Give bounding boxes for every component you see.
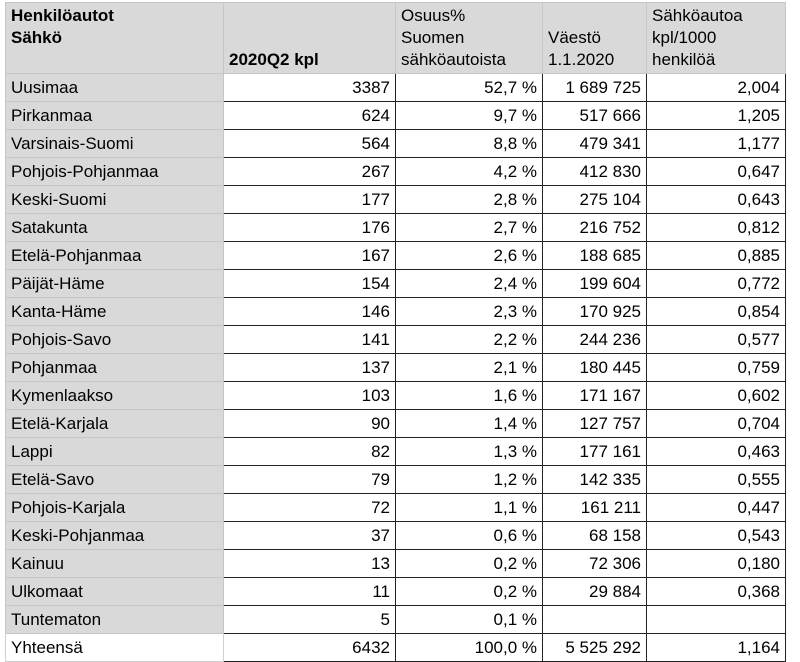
per1000-cell[interactable]: 0,463 — [647, 438, 786, 466]
population-cell[interactable]: 170 925 — [543, 298, 647, 326]
header-count-label: 2020Q2 kpl — [229, 50, 319, 69]
region-cell[interactable]: Pohjois-Savo — [6, 326, 224, 354]
count-cell[interactable]: 103 — [224, 382, 396, 410]
region-cell[interactable]: Keski-Pohjanmaa — [6, 522, 224, 550]
region-cell[interactable]: Ulkomaat — [6, 578, 224, 606]
per1000-cell[interactable] — [647, 606, 786, 634]
population-cell[interactable]: 412 830 — [543, 158, 647, 186]
header-cell-vehicle-type[interactable] — [6, 3, 224, 74]
count-cell[interactable]: 90 — [224, 410, 396, 438]
per1000-cell[interactable]: 0,447 — [647, 494, 786, 522]
region-cell[interactable]: Päijät-Häme — [6, 270, 224, 298]
share-cell[interactable]: 2,2 % — [396, 326, 543, 354]
region-cell[interactable]: Varsinais-Suomi — [6, 130, 224, 158]
share-cell[interactable]: 1,2 % — [396, 466, 543, 494]
table-row — [6, 606, 786, 634]
ev-registration-table — [5, 2, 786, 662]
total-per1000-cell[interactable]: 1,164 — [647, 634, 786, 662]
population-cell[interactable]: 188 685 — [543, 242, 647, 270]
count-cell[interactable]: 146 — [224, 298, 396, 326]
population-cell[interactable]: 29 884 — [543, 578, 647, 606]
total-label-cell[interactable]: Yhteensä — [6, 634, 224, 662]
count-cell[interactable]: 167 — [224, 242, 396, 270]
total-count-cell[interactable]: 6432 — [224, 634, 396, 662]
header-per1000-line3: henkilöä — [652, 50, 716, 69]
table-row — [6, 74, 786, 102]
region-cell[interactable]: Uusimaa — [6, 74, 224, 102]
table-row — [6, 102, 786, 130]
count-cell[interactable]: 37 — [224, 522, 396, 550]
population-cell[interactable]: 180 445 — [543, 354, 647, 382]
count-cell[interactable]: 177 — [224, 186, 396, 214]
header-subtitle: Sähkö — [11, 28, 63, 47]
header-cell-share[interactable] — [396, 3, 543, 74]
table-row — [6, 326, 786, 354]
share-cell[interactable]: 2,7 % — [396, 214, 543, 242]
total-share-cell[interactable]: 100,0 % — [396, 634, 543, 662]
share-cell[interactable]: 1,6 % — [396, 382, 543, 410]
per1000-cell[interactable]: 0,368 — [647, 578, 786, 606]
region-cell[interactable]: Pirkanmaa — [6, 102, 224, 130]
header-per1000-line2: kpl/1000 — [652, 28, 717, 47]
table-row — [6, 186, 786, 214]
per1000-cell[interactable]: 0,854 — [647, 298, 786, 326]
per1000-cell[interactable]: 0,543 — [647, 522, 786, 550]
table-row — [6, 270, 786, 298]
share-cell[interactable]: 2,8 % — [396, 186, 543, 214]
count-cell[interactable]: 79 — [224, 466, 396, 494]
share-cell[interactable]: 8,8 % — [396, 130, 543, 158]
header-per1000-line1: Sähköautoa — [652, 6, 743, 25]
population-cell[interactable]: 517 666 — [543, 102, 647, 130]
share-cell[interactable]: 4,2 % — [396, 158, 543, 186]
table-row — [6, 242, 786, 270]
region-cell[interactable]: Etelä-Pohjanmaa — [6, 242, 224, 270]
count-cell[interactable]: 176 — [224, 214, 396, 242]
per1000-cell[interactable]: 0,577 — [647, 326, 786, 354]
count-cell[interactable]: 3387 — [224, 74, 396, 102]
count-cell[interactable]: 137 — [224, 354, 396, 382]
table-row — [6, 466, 786, 494]
count-cell[interactable]: 564 — [224, 130, 396, 158]
header-cell-count[interactable] — [224, 3, 396, 74]
per1000-cell[interactable]: 1,177 — [647, 130, 786, 158]
share-cell[interactable]: 9,7 % — [396, 102, 543, 130]
share-cell[interactable]: 2,3 % — [396, 298, 543, 326]
table-row — [6, 354, 786, 382]
population-cell[interactable]: 199 604 — [543, 270, 647, 298]
region-cell[interactable]: Pohjois-Pohjanmaa — [6, 158, 224, 186]
share-cell[interactable]: 1,4 % — [396, 410, 543, 438]
table-row — [6, 438, 786, 466]
region-cell[interactable]: Lappi — [6, 438, 224, 466]
header-cell-per1000[interactable] — [647, 3, 786, 74]
header-row — [6, 3, 786, 74]
population-cell[interactable]: 1 689 725 — [543, 74, 647, 102]
total-row — [6, 634, 786, 662]
population-cell[interactable]: 142 335 — [543, 466, 647, 494]
per1000-cell[interactable]: 0,704 — [647, 410, 786, 438]
population-cell[interactable]: 68 158 — [543, 522, 647, 550]
header-population-line2: 1.1.2020 — [548, 50, 615, 69]
per1000-cell[interactable]: 0,759 — [647, 354, 786, 382]
share-cell[interactable]: 0,2 % — [396, 578, 543, 606]
share-cell[interactable]: 1,1 % — [396, 494, 543, 522]
header-share-line2: Suomen — [401, 28, 465, 47]
count-cell[interactable]: 141 — [224, 326, 396, 354]
share-cell[interactable]: 0,2 % — [396, 550, 543, 578]
header-cell-population[interactable] — [543, 3, 647, 74]
share-cell[interactable]: 2,4 % — [396, 270, 543, 298]
share-cell[interactable]: 2,1 % — [396, 354, 543, 382]
share-cell[interactable]: 0,1 % — [396, 606, 543, 634]
table-row — [6, 410, 786, 438]
population-cell[interactable]: 216 752 — [543, 214, 647, 242]
total-population-cell[interactable]: 5 525 292 — [543, 634, 647, 662]
region-cell[interactable]: Tuntematon — [6, 606, 224, 634]
header-population-line1: Väestö — [548, 28, 601, 47]
region-cell[interactable]: Etelä-Karjala — [6, 410, 224, 438]
table-row — [6, 382, 786, 410]
population-cell[interactable]: 177 161 — [543, 438, 647, 466]
count-cell[interactable]: 82 — [224, 438, 396, 466]
table-row — [6, 298, 786, 326]
per1000-cell[interactable]: 0,602 — [647, 382, 786, 410]
header-share-line3: sähköautoista — [401, 50, 506, 69]
per1000-cell[interactable]: 2,004 — [647, 74, 786, 102]
count-cell[interactable]: 13 — [224, 550, 396, 578]
population-cell[interactable] — [543, 606, 647, 634]
region-cell[interactable]: Pohjanmaa — [6, 354, 224, 382]
per1000-cell[interactable]: 0,643 — [647, 186, 786, 214]
table-row — [6, 550, 786, 578]
share-cell[interactable]: 52,7 % — [396, 74, 543, 102]
count-cell[interactable]: 11 — [224, 578, 396, 606]
count-cell[interactable]: 154 — [224, 270, 396, 298]
region-cell[interactable]: Satakunta — [6, 214, 224, 242]
population-cell[interactable]: 127 757 — [543, 410, 647, 438]
region-cell[interactable]: Kanta-Häme — [6, 298, 224, 326]
table-row — [6, 522, 786, 550]
population-cell[interactable]: 171 167 — [543, 382, 647, 410]
population-cell[interactable]: 479 341 — [543, 130, 647, 158]
per1000-cell[interactable]: 1,205 — [647, 102, 786, 130]
per1000-cell[interactable]: 0,772 — [647, 270, 786, 298]
count-cell[interactable]: 624 — [224, 102, 396, 130]
region-cell[interactable]: Kainuu — [6, 550, 224, 578]
table-row — [6, 214, 786, 242]
table-row — [6, 578, 786, 606]
count-cell[interactable]: 72 — [224, 494, 396, 522]
header-share-line1: Osuus% — [401, 6, 466, 25]
region-cell[interactable]: Etelä-Savo — [6, 466, 224, 494]
table-row — [6, 158, 786, 186]
per1000-cell[interactable]: 0,812 — [647, 214, 786, 242]
count-cell[interactable]: 267 — [224, 158, 396, 186]
region-cell[interactable]: Keski-Suomi — [6, 186, 224, 214]
population-cell[interactable]: 244 236 — [543, 326, 647, 354]
population-cell[interactable]: 72 306 — [543, 550, 647, 578]
region-cell[interactable]: Kymenlaakso — [6, 382, 224, 410]
share-cell[interactable]: 1,3 % — [396, 438, 543, 466]
table-row — [6, 494, 786, 522]
per1000-cell[interactable]: 0,555 — [647, 466, 786, 494]
per1000-cell[interactable]: 0,647 — [647, 158, 786, 186]
population-cell[interactable]: 161 211 — [543, 494, 647, 522]
population-cell[interactable]: 275 104 — [543, 186, 647, 214]
count-cell[interactable]: 5 — [224, 606, 396, 634]
share-cell[interactable]: 2,6 % — [396, 242, 543, 270]
region-cell[interactable]: Pohjois-Karjala — [6, 494, 224, 522]
share-cell[interactable]: 0,6 % — [396, 522, 543, 550]
table-row — [6, 130, 786, 158]
per1000-cell[interactable]: 0,885 — [647, 242, 786, 270]
spreadsheet — [5, 2, 786, 662]
per1000-cell[interactable]: 0,180 — [647, 550, 786, 578]
header-title: Henkilöautot — [11, 6, 114, 25]
